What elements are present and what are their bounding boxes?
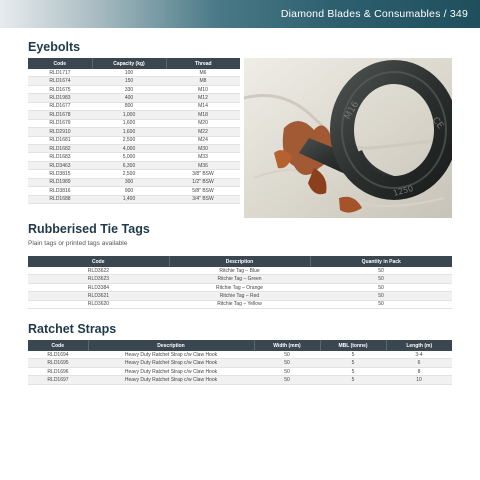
table-cell: 50 bbox=[254, 367, 320, 375]
table-cell: RLD1696 bbox=[28, 367, 88, 375]
table-cell: 2,500 bbox=[92, 136, 166, 144]
ratchet-straps-header-row bbox=[28, 340, 452, 351]
table-row bbox=[28, 94, 240, 102]
table-cell: 5 bbox=[320, 376, 386, 384]
table-row bbox=[28, 267, 452, 275]
table-cell: M6 bbox=[166, 69, 240, 77]
table-cell: M24 bbox=[166, 136, 240, 144]
table-cell: 5,000 bbox=[92, 153, 166, 161]
table-cell: 1,000 bbox=[92, 111, 166, 119]
eyebolt-marking-3: 1250 bbox=[392, 183, 415, 198]
table-cell: RLD1695 bbox=[28, 359, 88, 367]
table-cell: 1,400 bbox=[92, 195, 166, 203]
column-header: Thread bbox=[166, 58, 240, 69]
table-cell: RLD3384 bbox=[28, 283, 169, 291]
table-cell: 1,600 bbox=[92, 119, 166, 127]
table-cell: 5 bbox=[320, 351, 386, 359]
table-row bbox=[28, 144, 240, 152]
table-cell: RLD3816 bbox=[28, 187, 92, 195]
column-header: Code bbox=[28, 340, 88, 351]
table-row bbox=[28, 170, 240, 178]
table-cell: 1/2" BSW bbox=[166, 178, 240, 186]
table-row bbox=[28, 85, 240, 93]
table-cell: Heavy Duty Ratchet Strap c/w Claw Hook bbox=[88, 376, 254, 384]
table-cell: RLD3463 bbox=[28, 161, 92, 169]
table-cell: RLD2910 bbox=[28, 128, 92, 136]
table-cell: RLD1983 bbox=[28, 94, 92, 102]
tie-tags-title: Rubberised Tie Tags bbox=[28, 222, 150, 236]
table-row bbox=[28, 195, 240, 203]
table-cell: 50 bbox=[310, 267, 452, 275]
table-row bbox=[28, 178, 240, 186]
table-cell: RLD1717 bbox=[28, 69, 92, 77]
table-cell: RLD3623 bbox=[28, 275, 169, 283]
column-header: Length (m) bbox=[386, 340, 452, 351]
table-cell: RLD1697 bbox=[28, 376, 88, 384]
table-cell: M12 bbox=[166, 94, 240, 102]
table-cell: Heavy Duty Ratchet Strap c/w Claw Hook bbox=[88, 359, 254, 367]
table-row bbox=[28, 161, 240, 169]
table-cell: Ritchie Tag – Green bbox=[169, 275, 310, 283]
table-row bbox=[28, 119, 240, 127]
table-cell: 900 bbox=[92, 187, 166, 195]
table-cell: 2,500 bbox=[92, 170, 166, 178]
table-cell: RLD1674 bbox=[28, 77, 92, 85]
table-cell: 50 bbox=[254, 376, 320, 384]
table-cell: RLD3620 bbox=[28, 300, 169, 308]
table-cell: RLD1989 bbox=[28, 178, 92, 186]
table-cell: RLD1681 bbox=[28, 136, 92, 144]
eyebolts-title: Eyebolts bbox=[28, 40, 81, 54]
table-cell: 5 bbox=[320, 359, 386, 367]
table-cell: M8 bbox=[166, 77, 240, 85]
table-row bbox=[28, 275, 452, 283]
table-cell: RLD1678 bbox=[28, 111, 92, 119]
table-cell: 150 bbox=[92, 77, 166, 85]
eyebolts-table bbox=[28, 58, 240, 204]
eyebolt-photo bbox=[244, 58, 452, 218]
table-row bbox=[28, 367, 452, 375]
tie-tags-header-row bbox=[28, 256, 452, 267]
table-cell: 3/4" BSW bbox=[166, 195, 240, 203]
table-cell: 5 bbox=[320, 367, 386, 375]
table-cell: 3-4 bbox=[386, 351, 452, 359]
table-row bbox=[28, 300, 452, 308]
table-cell: 330 bbox=[92, 85, 166, 93]
table-cell: RLD1694 bbox=[28, 351, 88, 359]
ratchet-straps-title: Ratchet Straps bbox=[28, 322, 117, 336]
table-cell: Ritchie Tag – Orange bbox=[169, 283, 310, 291]
column-header: Quantity in Pack bbox=[310, 256, 452, 267]
table-cell: 1,600 bbox=[92, 128, 166, 136]
table-cell: M10 bbox=[166, 85, 240, 93]
table-cell: 4,000 bbox=[92, 144, 166, 152]
table-cell: 6,300 bbox=[92, 161, 166, 169]
table-cell: M14 bbox=[166, 102, 240, 110]
table-row bbox=[28, 111, 240, 119]
column-header: Code bbox=[28, 58, 92, 69]
table-cell: 800 bbox=[92, 102, 166, 110]
column-header: Width (mm) bbox=[254, 340, 320, 351]
table-cell: M30 bbox=[166, 144, 240, 152]
table-cell: 50 bbox=[310, 275, 452, 283]
table-row bbox=[28, 69, 240, 77]
table-cell: 50 bbox=[254, 359, 320, 367]
table-cell: Heavy Duty Ratchet Strap c/w Claw Hook bbox=[88, 351, 254, 359]
table-cell: 50 bbox=[310, 292, 452, 300]
column-header: Code bbox=[28, 256, 169, 267]
table-cell: 50 bbox=[254, 351, 320, 359]
table-row bbox=[28, 376, 452, 384]
table-cell: Ritchie Tag – Red bbox=[169, 292, 310, 300]
table-cell: 5/8" BSW bbox=[166, 187, 240, 195]
table-cell: Ritchie Tag – Blue bbox=[169, 267, 310, 275]
table-row bbox=[28, 102, 240, 110]
table-cell: Heavy Duty Ratchet Strap c/w Claw Hook bbox=[88, 367, 254, 375]
column-header: MBL (tonne) bbox=[320, 340, 386, 351]
table-cell: 3/8" BSW bbox=[166, 170, 240, 178]
table-row bbox=[28, 136, 240, 144]
table-cell: RLD1688 bbox=[28, 195, 92, 203]
table-row bbox=[28, 283, 452, 291]
table-cell: 8 bbox=[386, 367, 452, 375]
table-cell: RLD1683 bbox=[28, 153, 92, 161]
table-cell: 300 bbox=[92, 178, 166, 186]
eyebolt-marking-1: M16 bbox=[342, 99, 362, 122]
table-row bbox=[28, 128, 240, 136]
table-cell: RLD1682 bbox=[28, 144, 92, 152]
column-header: Description bbox=[169, 256, 310, 267]
table-cell: RLD1675 bbox=[28, 85, 92, 93]
table-cell: M33 bbox=[166, 153, 240, 161]
table-cell: M22 bbox=[166, 128, 240, 136]
column-header: Capacity (kg) bbox=[92, 58, 166, 69]
table-row bbox=[28, 359, 452, 367]
table-cell: Ritchie Tag – Yellow bbox=[169, 300, 310, 308]
table-cell: 50 bbox=[310, 300, 452, 308]
tie-tags-table bbox=[28, 256, 452, 309]
table-row bbox=[28, 77, 240, 85]
table-cell: 400 bbox=[92, 94, 166, 102]
table-cell: M18 bbox=[166, 111, 240, 119]
table-cell: RLD3815 bbox=[28, 170, 92, 178]
table-cell: RLD3622 bbox=[28, 267, 169, 275]
table-cell: 50 bbox=[310, 283, 452, 291]
page-header-title: Diamond Blades & Consumables / 349 bbox=[280, 8, 468, 20]
ratchet-straps-table bbox=[28, 340, 452, 385]
table-row bbox=[28, 292, 452, 300]
table-cell: M36 bbox=[166, 161, 240, 169]
table-cell: RLD1679 bbox=[28, 119, 92, 127]
table-row bbox=[28, 153, 240, 161]
table-cell: RLD3621 bbox=[28, 292, 169, 300]
table-cell: 6 bbox=[386, 359, 452, 367]
eyebolt-marking-2: CE bbox=[429, 115, 446, 132]
table-cell: RLD1677 bbox=[28, 102, 92, 110]
table-cell: 10 bbox=[386, 376, 452, 384]
table-cell: 100 bbox=[92, 69, 166, 77]
table-cell: M20 bbox=[166, 119, 240, 127]
tie-tags-subtitle: Plain tags or printed tags available bbox=[28, 240, 128, 247]
table-row bbox=[28, 187, 240, 195]
eyebolts-header-row bbox=[28, 58, 240, 69]
table-row bbox=[28, 351, 452, 359]
column-header: Description bbox=[88, 340, 254, 351]
